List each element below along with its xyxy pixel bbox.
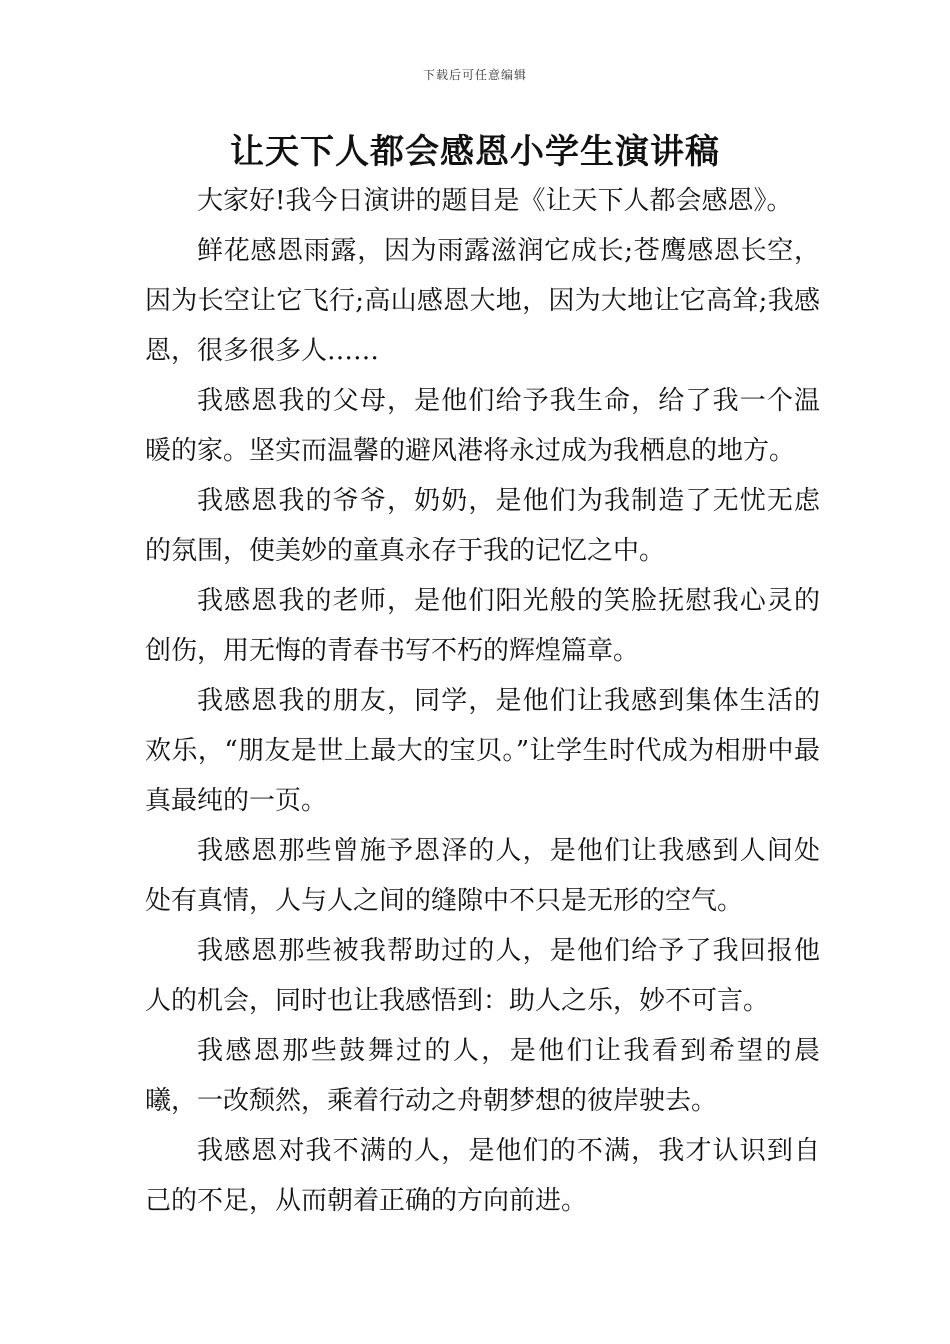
- header-note: 下载后可任意编辑: [422, 68, 527, 82]
- paragraph-grandparents: 我感恩我的爷爷，奶奶，是他们为我制造了无忧无虑的氛围，使美妙的童真永存于我的记忆之中。: [145, 486, 820, 566]
- paragraph-helped: 我感恩那些被我帮助过的人，是他们给予了我回报他人的机会，同时也让我感悟到：助人之乐，妙不可言。: [145, 936, 820, 1016]
- paragraph-friends: 我感恩我的朋友，同学，是他们让我感到集体生活的欢乐，“朋友是世上最大的宝贝。”让学生时代成为相册中最真最纯的一页。: [145, 686, 820, 816]
- document-body: [145, 176, 820, 1226]
- paragraph-benefactors: 我感恩那些曾施予恩泽的人，是他们让我感到人间处处有真情，人与人之间的缝隙中不只是无形的空气。: [145, 836, 820, 916]
- paragraph-encouraged: 我感恩那些鼓舞过的人，是他们让我看到希望的晨曦，一改颓然，乘着行动之舟朝梦想的彼岸驶去。: [145, 1036, 820, 1116]
- paragraph-teachers: 我感恩我的老师，是他们阳光般的笑脸抚慰我心灵的创伤，用无悔的青春书写不朽的辉煌篇章。: [145, 586, 820, 666]
- paragraph-parents: 我感恩我的父母，是他们给予我生命，给了我一个温暖的家。坚实而温馨的避风港将永过成为我栖息的地方。: [145, 386, 820, 466]
- paragraph-intro: 鲜花感恩雨露，因为雨露滋润它成长;苍鹰感恩长空，因为长空让它飞行;高山感恩大地，因为大地让它高耸;我感恩，很多很多人……: [145, 236, 820, 366]
- document-title: 让天下人都会感恩小学生演讲稿: [230, 132, 720, 172]
- paragraph-critics: 我感恩对我不满的人，是他们的不满，我才认识到自己的不足，从而朝着正确的方向前进。: [145, 1136, 820, 1216]
- paragraph-greeting: 大家好!我今日演讲的题目是《让天下人都会感恩》。: [197, 186, 793, 216]
